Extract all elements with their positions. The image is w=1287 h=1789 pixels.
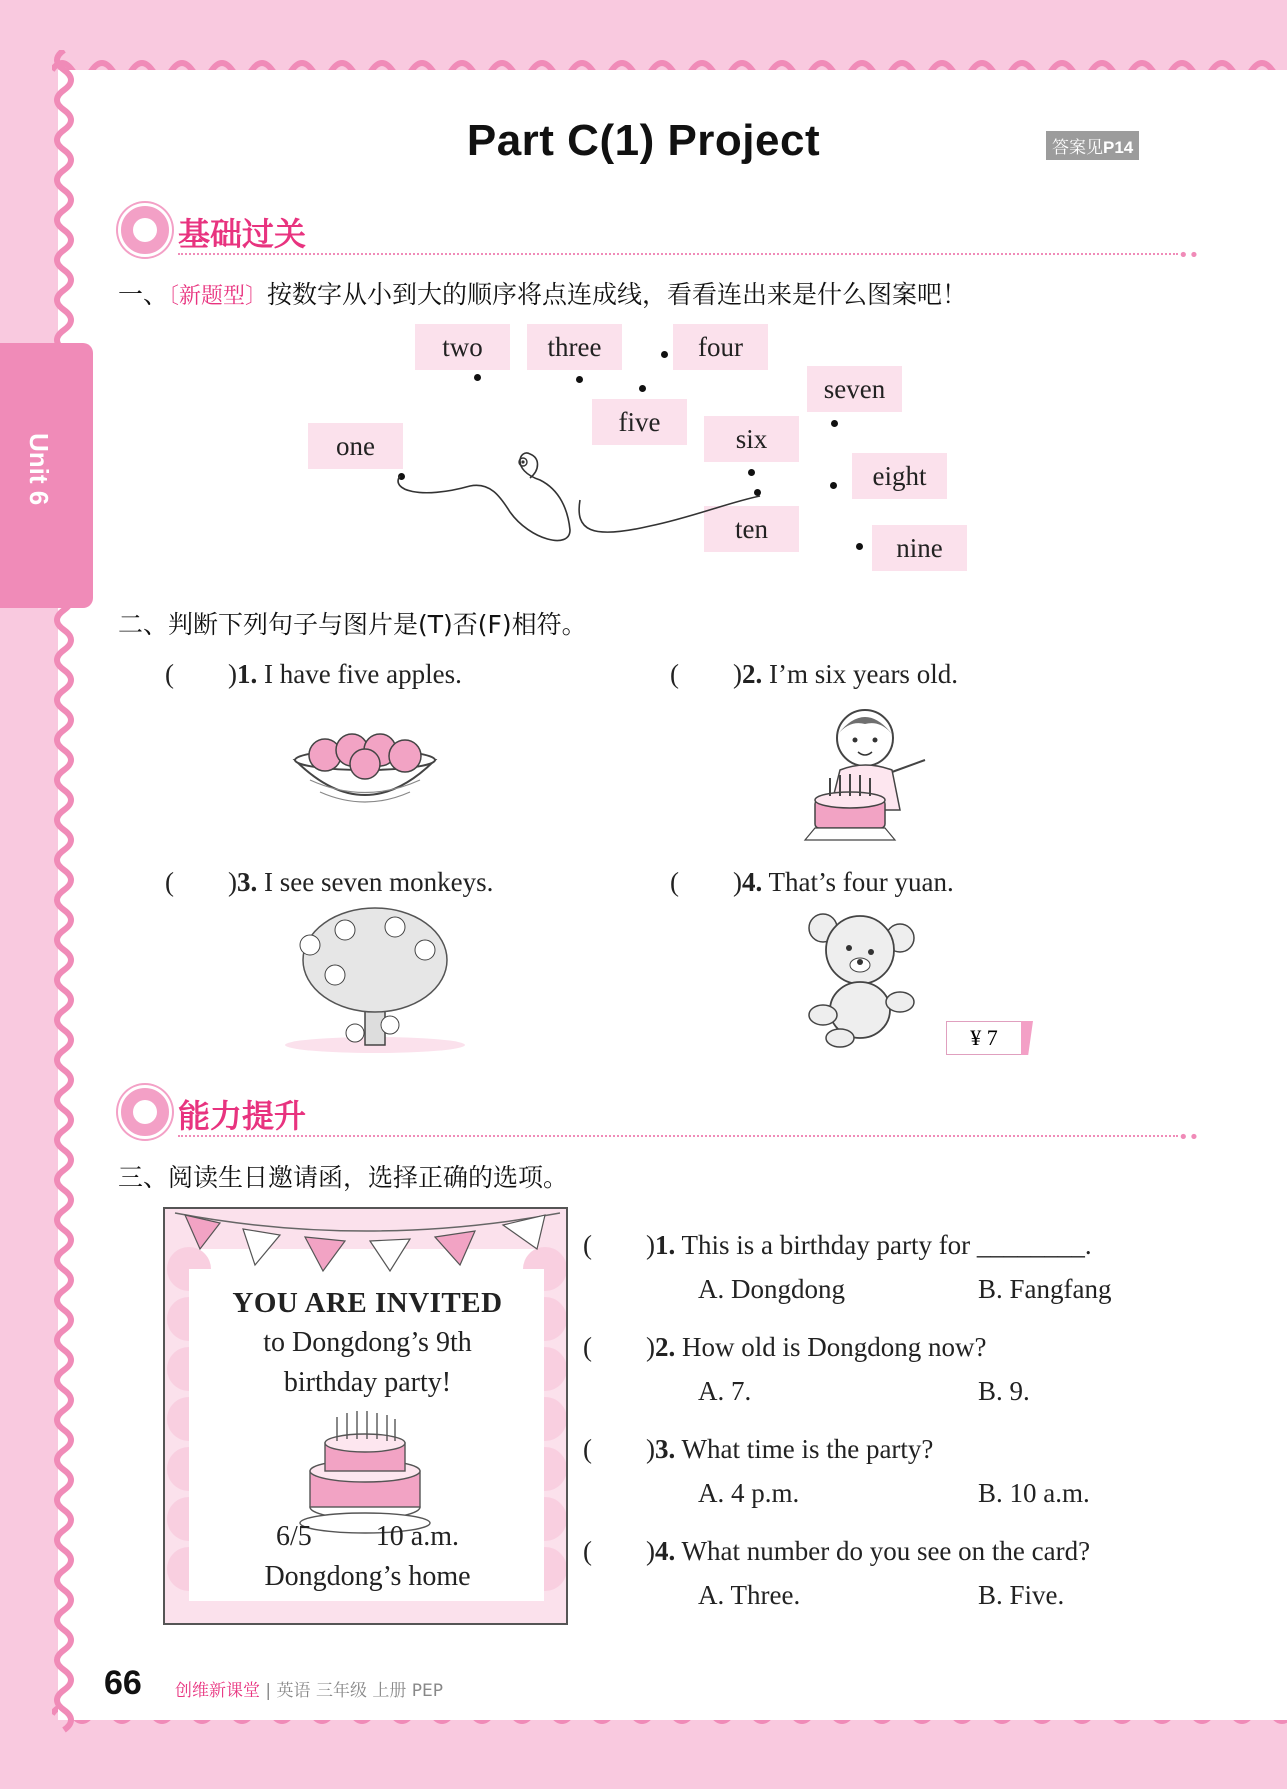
mc-option-1b[interactable]: B. Fangfang [978,1274,1112,1304]
mc-question-1[interactable] [583,1223,1092,1262]
word-box-six: six [704,416,799,462]
word-box-seven: seven [807,366,902,412]
card-date: 6/5 [276,1521,312,1552]
answer-parens: ( ) [670,659,742,689]
mc-option-2a[interactable]: A. 7. [698,1376,752,1406]
dot-five[interactable] [639,385,646,392]
word-box-three: three [527,324,622,370]
mc-question-4[interactable] [583,1529,1090,1568]
section-header-basic [118,203,1218,266]
word-box-one: one [308,423,403,469]
teddy-bear-image [805,910,925,1050]
card-date-time [165,1521,568,1553]
dot-two[interactable] [474,374,481,381]
answer-parens: ( ) [165,659,237,689]
mc-question-3[interactable] [583,1427,933,1466]
answer-parens: ( ) [583,1536,655,1566]
answer-reference [1046,131,1139,160]
item-number: 1. [236,659,258,689]
dot-eight[interactable] [830,482,837,489]
question-2-instruction: 二、判断下列句子与图片是(T)否(F)相符。 [118,610,587,639]
mc-option-1a[interactable]: A. Dongdong [698,1274,845,1304]
answer-parens: ( ) [583,1332,655,1362]
question-text: What time is the party? [675,1434,934,1464]
tf-item-4[interactable] [670,860,954,899]
item-number: 2. [741,659,763,689]
cartoon-avatar-icon [118,1085,172,1139]
answer-reference-page: P14 [1103,138,1134,157]
section-label: 基础过关 [178,215,307,253]
answer-parens: ( ) [670,867,742,897]
footer-details: | 英语 三年级 上册 PEP [265,1681,443,1701]
tf-item-1[interactable] [165,652,462,691]
card-title: YOU ARE INVITED [232,1287,503,1319]
question-text: This is a birthday party for ________. [675,1230,1092,1260]
page-title: Part C(1) Project [466,116,821,165]
word-box-eight: eight [852,453,947,499]
divider-dots-icon: •• [1178,245,1200,266]
divider-dots-icon: •• [1178,1127,1200,1148]
item-number: 3. [236,867,258,897]
card-time: 10 a.m. [375,1521,459,1552]
word-box-nine: nine [872,525,967,571]
mc-option-2b[interactable]: B. 9. [978,1376,1030,1406]
item-text: I have five apples. [257,659,462,689]
card-line-2: birthday party! [283,1367,452,1398]
question-number: 3. [654,1434,676,1464]
question-text: How old is Dongdong now? [675,1332,987,1362]
page-number: 66 [104,1664,142,1702]
question-number: 2. [654,1332,676,1362]
word-box-five: five [592,399,687,445]
monkeys-tree-image [285,905,465,1055]
section-label: 能力提升 [178,1097,307,1135]
question-1-instruction [118,275,967,311]
answer-parens: ( ) [165,867,237,897]
unit-tab[interactable] [0,343,93,608]
mc-option-4b[interactable]: B. Five. [978,1580,1065,1610]
item-text: That’s four yuan. [762,867,954,897]
answer-parens: ( ) [583,1230,655,1260]
section-divider [178,253,1178,255]
question-3-instruction: 三、阅读生日邀请函，选择正确的选项。 [118,1163,569,1192]
unit-tab-label: Unit 6 [24,433,54,506]
dot-nine[interactable] [856,543,863,550]
price-tag: ¥ 7 [946,1021,1022,1055]
question-text: What number do you see on the card? [675,1536,1091,1566]
item-text: I see seven monkeys. [257,867,494,897]
snake-partial-drawing [390,440,770,560]
item-text: I’m six years old. [762,659,958,689]
mc-question-2[interactable] [583,1325,986,1364]
word-box-ten: ten [704,506,799,552]
answer-reference-prefix: 答案见 [1052,138,1103,158]
footer-info [175,1676,443,1701]
apple-bowl-image [290,720,440,820]
mc-option-3a[interactable]: A. 4 p.m. [698,1478,800,1508]
item-number: 4. [741,867,763,897]
card-place: Dongdong’s home [264,1561,471,1592]
wavy-border-left [44,50,78,1734]
answer-parens: ( ) [583,1434,655,1464]
dot-seven[interactable] [831,420,838,427]
tf-item-2[interactable] [670,652,958,691]
invitation-card [163,1207,568,1625]
dot-three[interactable] [576,376,583,383]
word-box-four: four [673,324,768,370]
question-number: 一、 [118,280,169,309]
question-number: 4. [654,1536,676,1566]
mc-option-3b[interactable]: B. 10 a.m. [978,1478,1090,1508]
question-number: 1. [654,1230,676,1260]
footer-brand: 创维新课堂 [175,1681,260,1701]
new-type-tag: 〔新题型〕 [168,284,268,309]
card-line-1: to Dongdong’s 9th [263,1327,472,1358]
word-box-two: two [415,324,510,370]
section-divider [178,1135,1178,1137]
tf-item-3[interactable] [165,860,493,899]
cartoon-avatar-icon [118,203,172,257]
instruction-text: 按数字从小到大的顺序将点连成线，看看连出来是什么图案吧！ [267,280,968,309]
section-header-advanced [118,1085,1218,1148]
dot-four[interactable] [661,351,668,358]
mc-option-4a[interactable]: A. Three. [698,1580,801,1610]
girl-with-cake-image [800,700,935,845]
